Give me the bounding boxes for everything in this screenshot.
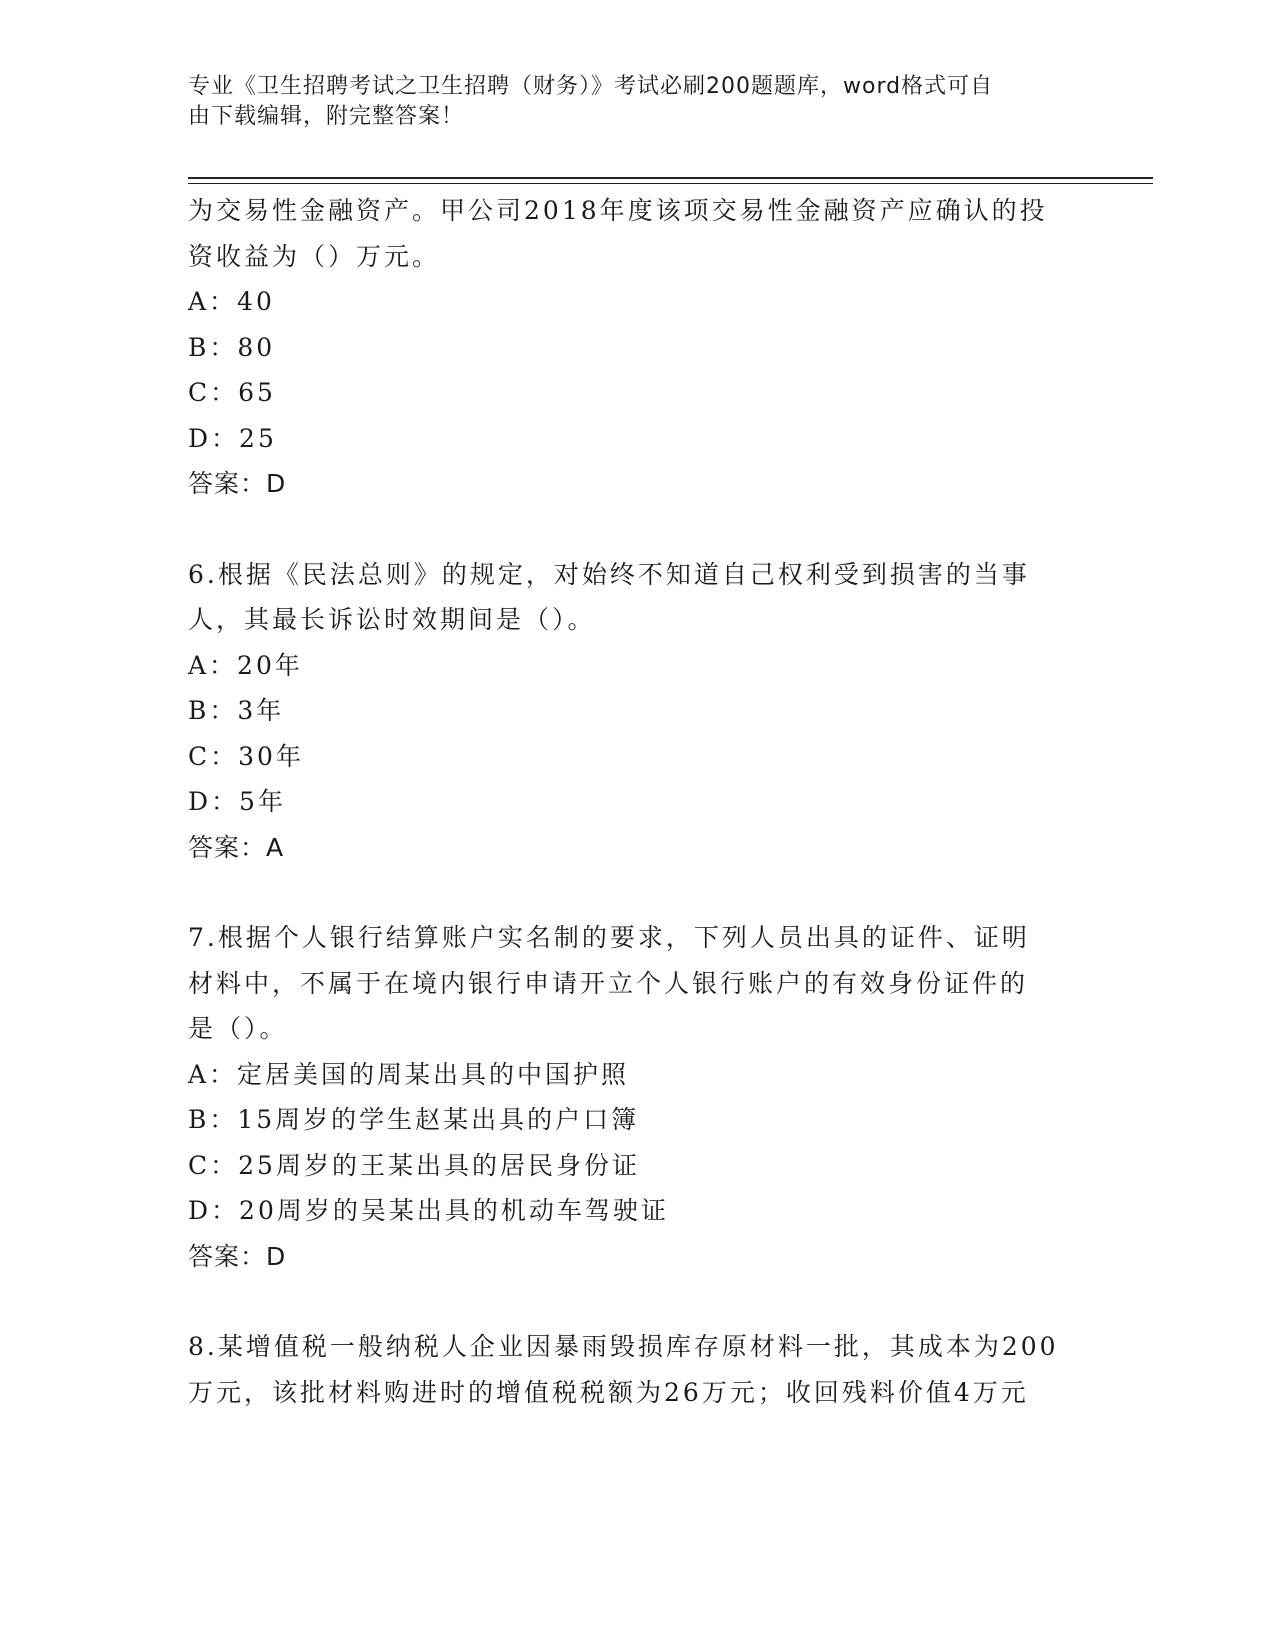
- question-7: [188, 915, 1088, 1279]
- option-d: D：20周岁的吴某出具的机动车驾驶证: [188, 1196, 669, 1225]
- option-a: A：20年: [188, 650, 303, 680]
- question-5: [188, 188, 1088, 507]
- question-stem-line: 7.根据个人银行结算账户实名制的要求，下列人员出具的证件、证明: [188, 923, 1030, 952]
- header-rule-thick: [188, 177, 1153, 179]
- document-header: [188, 72, 1068, 132]
- answer: 答案：A: [188, 832, 285, 862]
- question-stem-line: 资收益为（）万元。: [188, 241, 441, 271]
- question-stem-line: 6.根据《民法总则》的规定，对始终不知道自己权利受到损害的当事: [188, 559, 1030, 589]
- option-c: C：65: [188, 378, 276, 407]
- option-b: B：80: [188, 332, 276, 362]
- question-stem-line: 人，其最长诉讼时效期间是（）。: [188, 605, 596, 634]
- question-spacer: [188, 507, 1088, 552]
- question-8: [188, 1324, 1088, 1415]
- question-stem-line: 万元，该批材料购进时的增值税税额为26万元；收回残料价值4万元: [188, 1377, 1029, 1407]
- option-c: C：30年: [188, 741, 304, 771]
- question-spacer: [188, 870, 1088, 915]
- option-b: B：15周岁的学生赵某出具的户口簿: [188, 1105, 640, 1134]
- question-6: [188, 552, 1088, 871]
- question-stem-line: 是（）。: [188, 1014, 288, 1043]
- option-a: A：40: [188, 287, 275, 316]
- header-line-2: 由下载编辑，附完整答案！: [188, 104, 465, 129]
- option-b: B：3年: [188, 696, 285, 725]
- option-d: D：25: [188, 423, 277, 453]
- question-spacer: [188, 1279, 1088, 1324]
- option-c: C：25周岁的王某出具的居民身份证: [188, 1150, 640, 1180]
- option-d: D：5年: [188, 787, 286, 816]
- header-line-1: 专业《卫生招聘考试之卫生招聘（财务）》考试必刷200题题库，word格式可自: [188, 74, 994, 99]
- header-rule-thin: [188, 183, 1153, 184]
- answer: 答案：D: [188, 469, 287, 498]
- answer: 答案：D: [188, 1241, 287, 1271]
- question-stem-line: 材料中，不属于在境内银行申请开立个人银行账户的有效身份证件的: [188, 968, 1029, 998]
- question-stem-line: 为交易性金融资产。甲公司2018年度该项交易性金融资产应确认的投: [188, 196, 1048, 225]
- question-stem-line: 8.某增值税一般纳税人企业因暴雨毁损库存原材料一批，其成本为200: [188, 1332, 1059, 1361]
- option-a: A：定居美国的周某出具的中国护照: [188, 1059, 630, 1089]
- document-body: [188, 188, 1088, 1415]
